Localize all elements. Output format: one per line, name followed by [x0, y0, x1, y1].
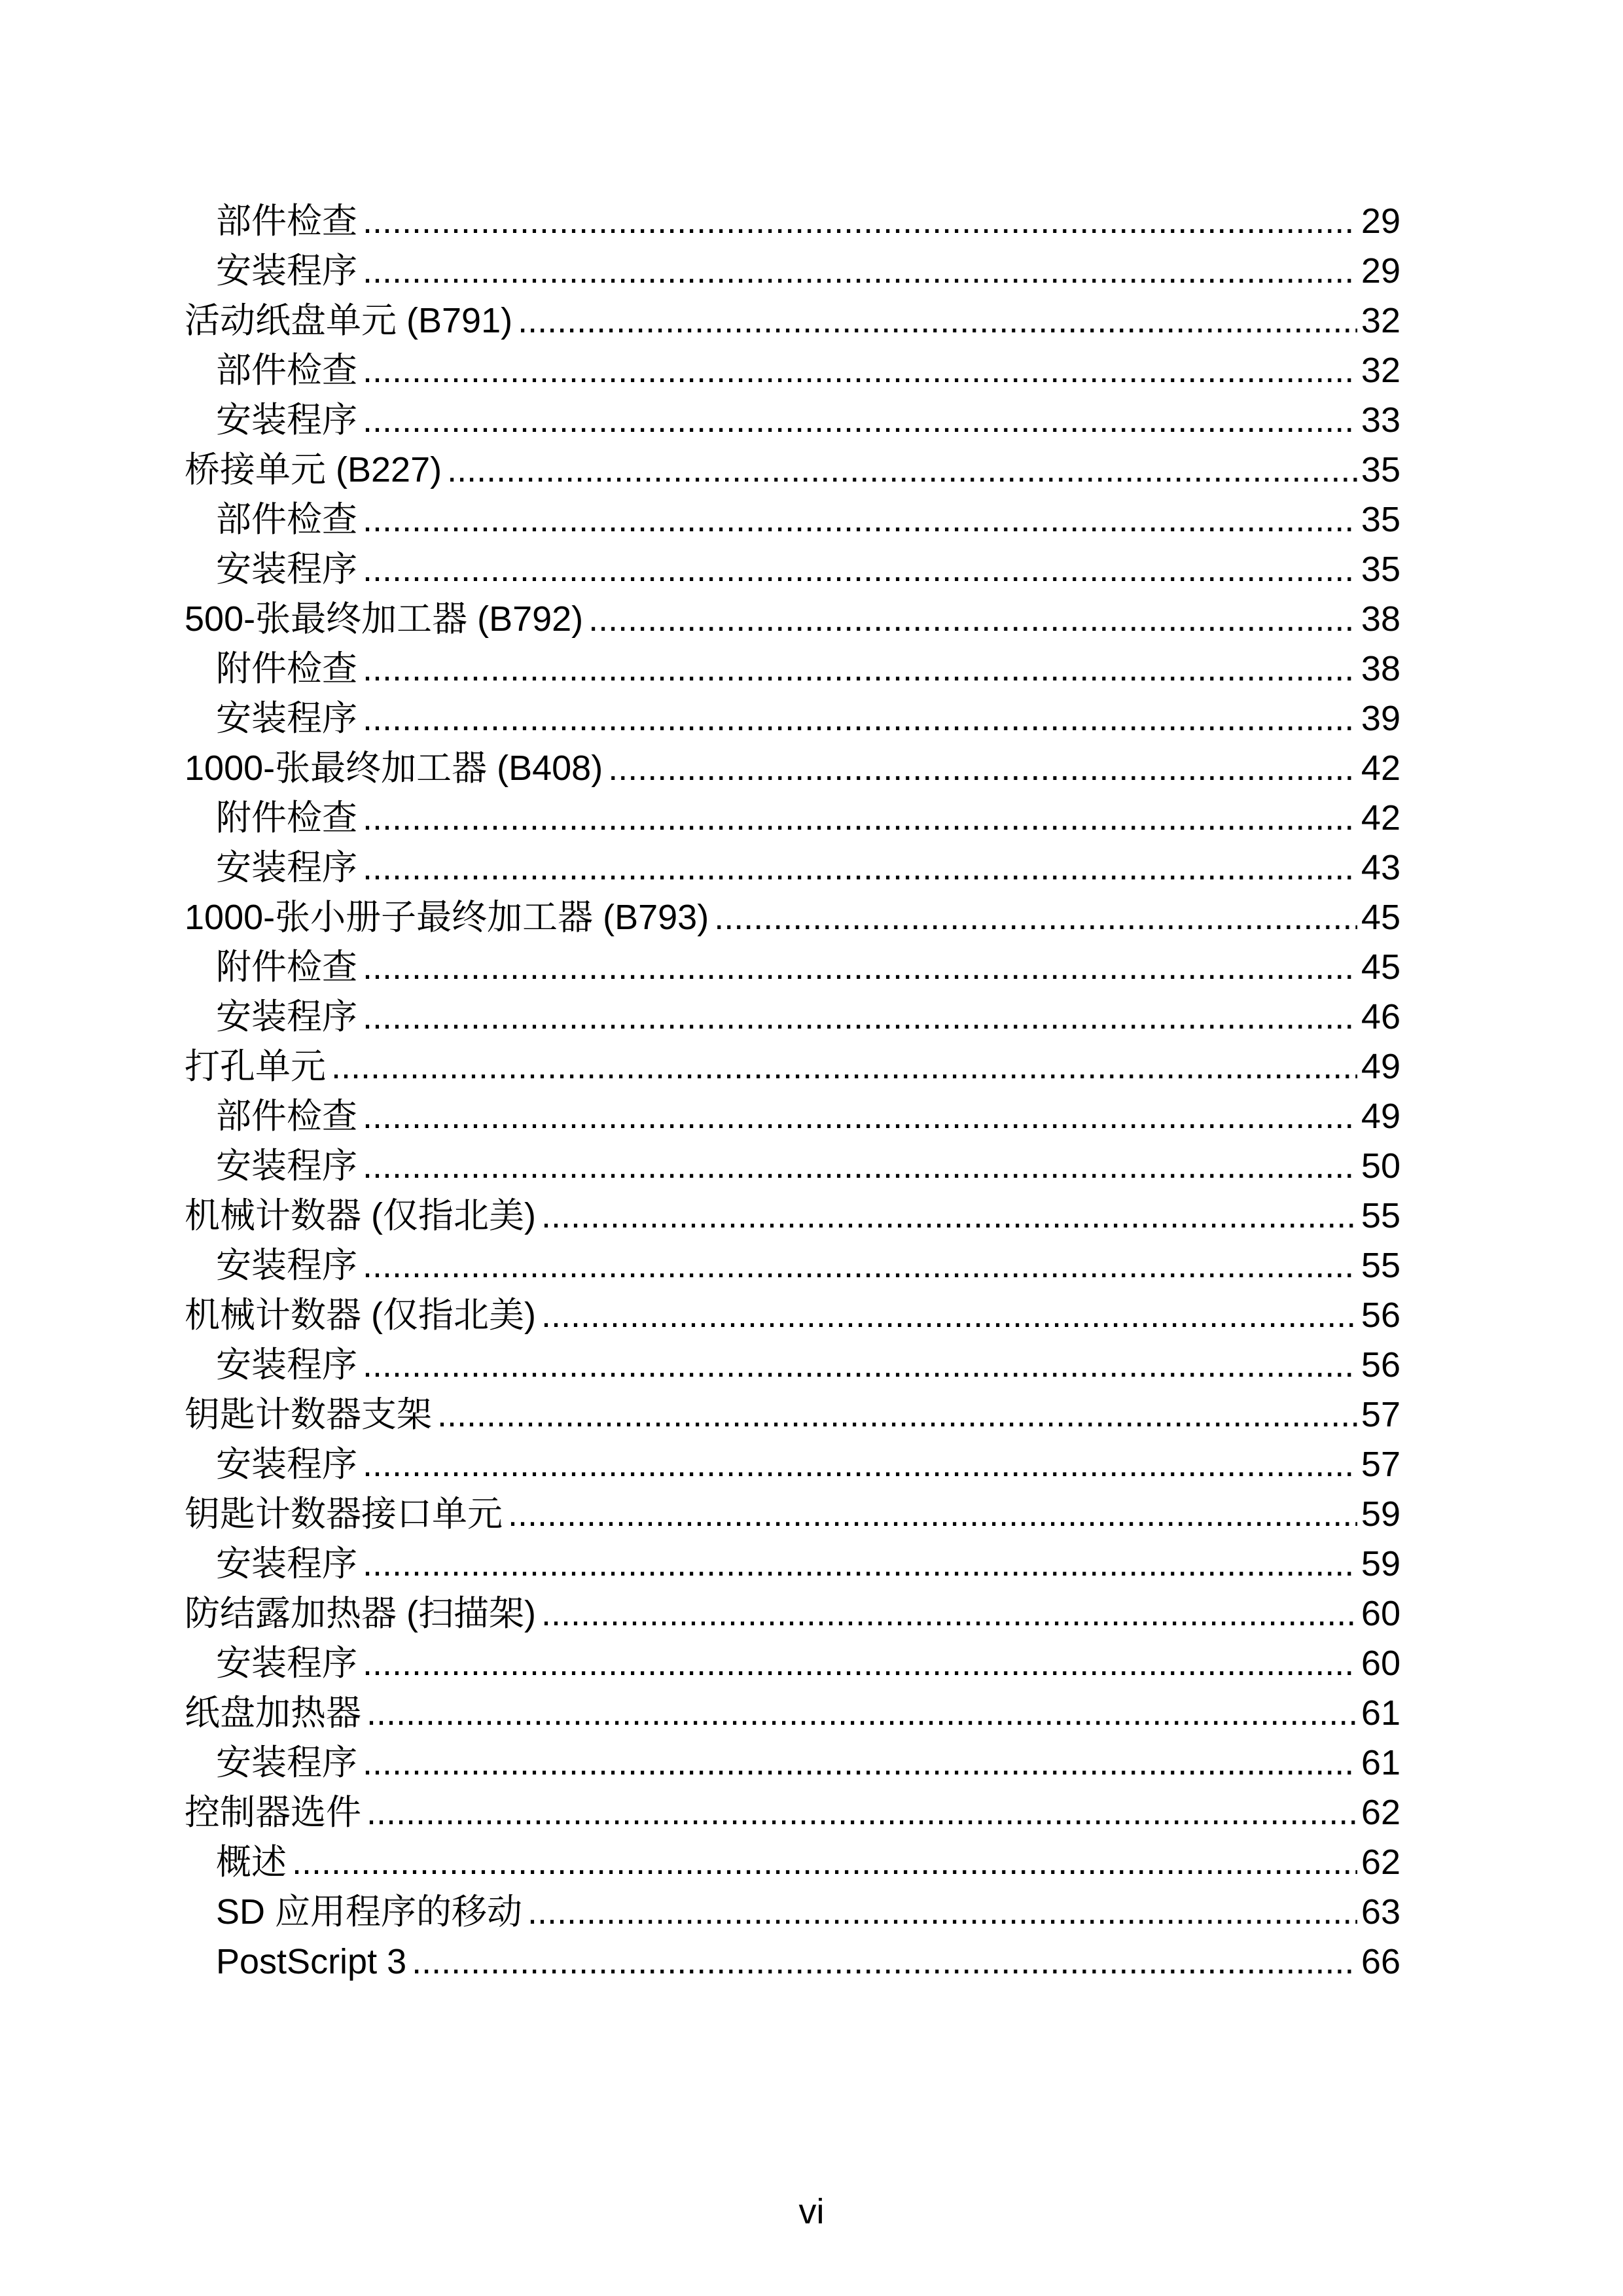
toc-leader-dots [518, 296, 1357, 345]
toc-entry-page: 59 [1361, 1494, 1400, 1534]
toc-leader-dots [363, 395, 1357, 445]
toc-entry[interactable] [216, 1937, 1400, 1987]
toc-entry-title: 附件检查 [216, 649, 357, 688]
toc-entry-page: 45 [1361, 947, 1400, 987]
toc-leader-dots [363, 644, 1357, 694]
toc-entry-title: 安装程序 [216, 400, 357, 440]
toc-leader-dots [366, 1788, 1357, 1837]
toc-entry-title: 安装程序 [216, 997, 357, 1036]
toc-leader-dots [714, 892, 1357, 942]
toc-entry[interactable] [216, 1837, 1400, 1887]
toc-leader-dots [363, 345, 1357, 395]
toc-leader-dots [541, 1191, 1357, 1241]
toc-leader-dots [292, 1837, 1357, 1887]
toc-entry-title: 纸盘加热器 [185, 1693, 361, 1733]
toc-entry-title: 部件检查 [216, 202, 357, 241]
toc-leader-dots [541, 1589, 1357, 1638]
toc-entry-page: 59 [1361, 1544, 1400, 1583]
toc-entry-page: 49 [1361, 1047, 1400, 1086]
toc-entry-title: 安装程序 [216, 251, 357, 291]
toc-entry-title: 部件检查 [216, 351, 357, 390]
toc-entry[interactable] [185, 743, 1400, 793]
toc-entry[interactable] [216, 345, 1400, 395]
toc-leader-dots [363, 1241, 1357, 1290]
toc-entry[interactable] [216, 246, 1400, 296]
toc-leader-dots [363, 793, 1357, 843]
toc-entry[interactable] [216, 196, 1400, 246]
toc-entry-page: 57 [1361, 1395, 1400, 1434]
toc-leader-dots [608, 743, 1357, 793]
toc-leader-dots [363, 196, 1357, 246]
toc-entry[interactable] [216, 694, 1400, 743]
toc-leader-dots [363, 544, 1357, 594]
toc-entry[interactable] [216, 1241, 1400, 1290]
toc-entry-title: 安装程序 [216, 1544, 357, 1583]
toc-entry[interactable] [185, 1042, 1400, 1091]
toc-leader-dots [363, 1539, 1357, 1589]
toc-entry-title: 安装程序 [216, 1146, 357, 1186]
toc-entry[interactable] [216, 1738, 1400, 1788]
toc-entry-title: 安装程序 [216, 848, 357, 887]
toc-entry-page: 45 [1361, 898, 1400, 937]
toc-entry-title: 1000-张小册子最终加工器 (B793) [185, 898, 709, 937]
toc-entry-page: 43 [1361, 848, 1400, 887]
toc-entry-page: 57 [1361, 1445, 1400, 1484]
toc-entry-page: 35 [1361, 550, 1400, 589]
toc-entry[interactable] [216, 843, 1400, 892]
toc-entry-page: 62 [1361, 1793, 1400, 1832]
toc-entry-title: 附件检查 [216, 947, 357, 987]
toc-entry-page: 38 [1361, 649, 1400, 688]
toc-entry-title: 机械计数器 (仅指北美) [185, 1196, 536, 1235]
toc-entry-title: 部件检查 [216, 1097, 357, 1136]
toc-entry-page: 56 [1361, 1296, 1400, 1335]
toc-entry-title: 1000-张最终加工器 (B408) [185, 749, 603, 788]
toc-leader-dots [366, 1688, 1357, 1738]
toc-leader-dots [363, 1141, 1357, 1191]
toc-entry-title: 安装程序 [216, 699, 357, 738]
toc-entry-page: 29 [1361, 251, 1400, 291]
toc-leader-dots [363, 843, 1357, 892]
toc-entry-page: 49 [1361, 1097, 1400, 1136]
toc-leader-dots [447, 445, 1357, 495]
page-number: vi [798, 2192, 825, 2231]
toc-leader-dots [363, 1340, 1357, 1390]
toc-entry[interactable] [216, 1887, 1400, 1937]
toc-entry-title: 防结露加热器 (扫描架) [185, 1594, 536, 1633]
toc-entry[interactable] [216, 1091, 1400, 1141]
toc-leader-dots [588, 594, 1357, 644]
toc-entry[interactable] [216, 793, 1400, 843]
toc-entry[interactable] [216, 395, 1400, 445]
toc-entry-page: 33 [1361, 400, 1400, 440]
toc-entry-title: 安装程序 [216, 1445, 357, 1484]
toc-entry-title: 机械计数器 (仅指北美) [185, 1296, 536, 1335]
toc-entry[interactable] [216, 544, 1400, 594]
toc-leader-dots [363, 1439, 1357, 1489]
toc-entry-title: 安装程序 [216, 1644, 357, 1683]
toc-entry-page: 35 [1361, 450, 1400, 489]
toc-entry-title: 钥匙计数器接口单元 [185, 1494, 503, 1534]
toc-entry-page: 55 [1361, 1246, 1400, 1285]
toc-entry-page: 50 [1361, 1146, 1400, 1186]
toc-entry-title: 安装程序 [216, 1345, 357, 1385]
toc-entry-title: 打孔单元 [185, 1047, 326, 1086]
toc-entry[interactable] [185, 1290, 1400, 1340]
toc-entry-page: 56 [1361, 1345, 1400, 1385]
toc-entry-page: 32 [1361, 351, 1400, 390]
toc-entry[interactable] [216, 644, 1400, 694]
toc-entry-page: 60 [1361, 1594, 1400, 1633]
toc-entry-page: 42 [1361, 798, 1400, 838]
toc-leader-dots [508, 1489, 1357, 1539]
toc-entry[interactable] [216, 1439, 1400, 1489]
toc-entry[interactable] [185, 594, 1400, 644]
toc-entry-page: 35 [1361, 500, 1400, 539]
toc-entry-title: 附件检查 [216, 798, 357, 838]
toc-entry[interactable] [216, 1638, 1400, 1688]
toc-leader-dots [363, 1738, 1357, 1788]
toc-entry-title: 桥接单元 (B227) [185, 450, 442, 489]
toc-entry-title: 概述 [216, 1843, 287, 1882]
toc-entry[interactable] [185, 1688, 1400, 1738]
toc-entry-title: 部件检查 [216, 500, 357, 539]
toc-entry-page: 32 [1361, 301, 1400, 340]
toc-leader-dots [363, 992, 1357, 1042]
toc-entry[interactable] [185, 1788, 1400, 1837]
toc-entry-page: 46 [1361, 997, 1400, 1036]
toc-leader-dots [412, 1937, 1357, 1987]
toc-entry[interactable] [185, 445, 1400, 495]
toc-entry-page: 42 [1361, 749, 1400, 788]
toc-entry[interactable] [216, 1340, 1400, 1390]
toc-entry[interactable] [185, 296, 1400, 345]
toc-entry-page: 61 [1361, 1743, 1400, 1782]
toc-leader-dots [363, 1091, 1357, 1141]
toc-entry[interactable] [185, 1589, 1400, 1638]
toc-leader-dots [437, 1390, 1357, 1439]
toc-entry[interactable] [216, 495, 1400, 544]
toc-entry-page: 55 [1361, 1196, 1400, 1235]
toc-entry-page: 61 [1361, 1693, 1400, 1733]
toc-entry-page: 38 [1361, 599, 1400, 639]
toc-entry-page: 39 [1361, 699, 1400, 738]
toc-entry[interactable] [216, 992, 1400, 1042]
toc-entry[interactable] [216, 1141, 1400, 1191]
toc-entry-page: 66 [1361, 1942, 1400, 1981]
toc-entry[interactable] [216, 942, 1400, 992]
toc-leader-dots [363, 694, 1357, 743]
toc-leader-dots [541, 1290, 1357, 1340]
toc-leader-dots [331, 1042, 1357, 1091]
toc-leader-dots [527, 1887, 1357, 1937]
toc-entry-page: 63 [1361, 1892, 1400, 1932]
toc-entry-title: 控制器选件 [185, 1793, 361, 1832]
toc-entry-page: 60 [1361, 1644, 1400, 1683]
toc-entry-title: SD 应用程序的移动 [216, 1892, 523, 1932]
toc-entry-title: 500-张最终加工器 (B792) [185, 599, 584, 639]
toc-entry[interactable] [185, 1489, 1400, 1539]
toc-leader-dots [363, 1638, 1357, 1688]
toc-entry-title: 安装程序 [216, 1246, 357, 1285]
toc-leader-dots [363, 246, 1357, 296]
toc-entry-page: 62 [1361, 1843, 1400, 1882]
toc-entry[interactable] [185, 892, 1400, 942]
toc-entry[interactable] [216, 1539, 1400, 1589]
toc-entry[interactable] [185, 1191, 1400, 1241]
toc-entry-title: PostScript 3 [216, 1942, 407, 1981]
toc-leader-dots [363, 495, 1357, 544]
toc-entry-page: 29 [1361, 202, 1400, 241]
toc-entry-title: 钥匙计数器支架 [185, 1395, 432, 1434]
toc-leader-dots [363, 942, 1357, 992]
toc-entry[interactable] [185, 1390, 1400, 1439]
toc-entry-title: 活动纸盘单元 (B791) [185, 301, 513, 340]
toc-entry-title: 安装程序 [216, 1743, 357, 1782]
toc-entry-title: 安装程序 [216, 550, 357, 589]
